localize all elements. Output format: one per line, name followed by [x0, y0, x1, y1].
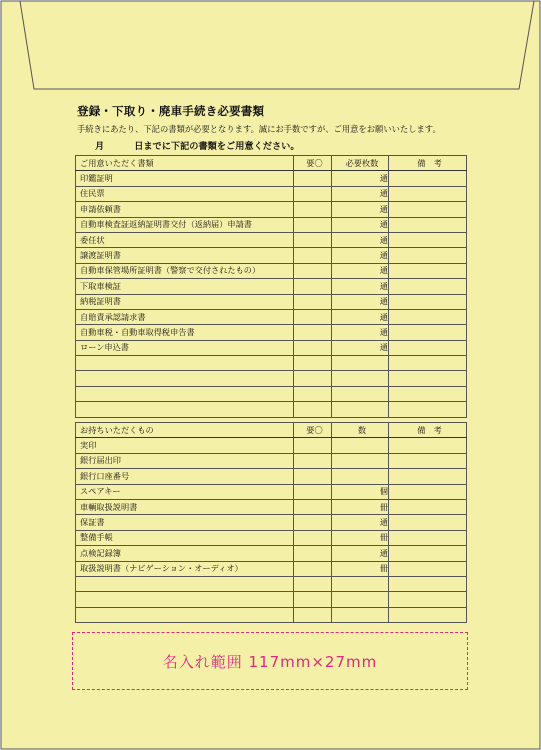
row-remarks[interactable]: [389, 217, 467, 232]
row-quantity-unit: 通: [332, 232, 389, 247]
row-item-name: 自賠責承認請求書: [76, 309, 294, 324]
row-remarks[interactable]: [389, 371, 467, 386]
row-required-check[interactable]: [294, 309, 332, 324]
row-item-name: 整備手帳: [76, 530, 294, 545]
row-remarks[interactable]: [389, 561, 467, 576]
row-remarks[interactable]: [389, 453, 467, 468]
table-row: [76, 202, 467, 217]
table-row: [76, 546, 467, 561]
row-remarks[interactable]: [389, 171, 467, 186]
table-row: [76, 530, 467, 545]
row-item-name: ローン申込書: [76, 340, 294, 355]
row-item-name: 自動車保管場所証明書（警察で交付されたもの）: [76, 263, 294, 278]
row-remarks[interactable]: [389, 279, 467, 294]
row-quantity-unit: 冊: [332, 530, 389, 545]
table-row: [76, 232, 467, 247]
row-item-name: 銀行口座番号: [76, 469, 294, 484]
row-item-name: 納税証明書: [76, 294, 294, 309]
row-required-check[interactable]: [294, 576, 332, 591]
row-item-name: 自動車税・自動車取得税申告書: [76, 325, 294, 340]
row-remarks[interactable]: [389, 515, 467, 530]
header-item: ご用意いただく書類: [76, 156, 294, 171]
row-item-name: 実印: [76, 438, 294, 453]
table-row: [76, 402, 467, 417]
row-remarks[interactable]: [389, 499, 467, 514]
row-remarks[interactable]: [389, 402, 467, 417]
row-quantity-unit: 通: [332, 309, 389, 324]
header-required: 要〇: [294, 156, 332, 171]
document-title: 登録・下取り・廃車手続き必要書類: [77, 104, 265, 118]
row-quantity-unit: 通: [332, 202, 389, 217]
row-required-check[interactable]: [294, 469, 332, 484]
row-required-check[interactable]: [294, 263, 332, 278]
row-required-check[interactable]: [294, 279, 332, 294]
header-required: 要〇: [294, 423, 332, 438]
row-required-check[interactable]: [294, 530, 332, 545]
row-quantity-unit: 通: [332, 515, 389, 530]
row-item-name: [76, 402, 294, 417]
row-required-check[interactable]: [294, 386, 332, 401]
table-row: [76, 607, 467, 622]
document-description: 手続きにあたり、下記の書類が必要となります。誠にお手数ですが、ご用意をお願いいたします。: [77, 124, 441, 134]
row-quantity-unit: [332, 386, 389, 401]
header-quantity: 数: [332, 423, 389, 438]
table-row: [76, 484, 467, 499]
row-quantity-unit: 通: [332, 186, 389, 201]
row-required-check[interactable]: [294, 592, 332, 607]
row-required-check[interactable]: [294, 248, 332, 263]
deadline-month: 月: [95, 141, 105, 152]
row-quantity-unit: 通: [332, 546, 389, 561]
table-row: [76, 279, 467, 294]
table-row: [76, 386, 467, 401]
row-quantity-unit: [332, 469, 389, 484]
table-row: [76, 469, 467, 484]
table-row: [76, 592, 467, 607]
deadline-line: [95, 138, 300, 152]
row-required-check[interactable]: [294, 356, 332, 371]
table-row: [76, 217, 467, 232]
table-row: [76, 515, 467, 530]
row-quantity-unit: 通: [332, 171, 389, 186]
row-required-check[interactable]: [294, 515, 332, 530]
header-quantity: 必要枚数: [332, 156, 389, 171]
row-quantity-unit: [332, 402, 389, 417]
row-item-name: 車輌取扱説明書: [76, 499, 294, 514]
row-quantity-unit: 通: [332, 263, 389, 278]
row-remarks[interactable]: [389, 263, 467, 278]
row-item-name: 委任状: [76, 232, 294, 247]
row-required-check[interactable]: [294, 371, 332, 386]
row-quantity-unit: 通: [332, 325, 389, 340]
row-remarks[interactable]: [389, 356, 467, 371]
row-required-check[interactable]: [294, 607, 332, 622]
row-remarks[interactable]: [389, 592, 467, 607]
row-required-check[interactable]: [294, 232, 332, 247]
table-row: [76, 248, 467, 263]
row-quantity-unit: [332, 453, 389, 468]
table-row: [76, 561, 467, 576]
row-item-name: 銀行届出印: [76, 453, 294, 468]
row-quantity-unit: 冊: [332, 561, 389, 576]
items-to-bring-table: [75, 422, 467, 623]
row-required-check[interactable]: [294, 340, 332, 355]
row-quantity-unit: [332, 576, 389, 591]
row-remarks[interactable]: [389, 202, 467, 217]
header-remarks: 備 考: [389, 423, 467, 438]
row-item-name: 保証書: [76, 515, 294, 530]
row-remarks[interactable]: [389, 386, 467, 401]
row-item-name: 印鑑証明: [76, 171, 294, 186]
row-remarks[interactable]: [389, 186, 467, 201]
row-item-name: 住民票: [76, 186, 294, 201]
table-row: [76, 438, 467, 453]
row-quantity-unit: 個: [332, 484, 389, 499]
row-item-name: [76, 356, 294, 371]
table-row: [76, 371, 467, 386]
row-remarks[interactable]: [389, 325, 467, 340]
row-remarks[interactable]: [389, 530, 467, 545]
row-item-name: 譲渡証明書: [76, 248, 294, 263]
deadline-text: 日までに下記の書類をご用意ください。: [134, 141, 300, 152]
row-quantity-unit: 通: [332, 248, 389, 263]
row-quantity-unit: 通: [332, 340, 389, 355]
row-required-check[interactable]: [294, 402, 332, 417]
row-remarks[interactable]: [389, 294, 467, 309]
row-quantity-unit: [332, 371, 389, 386]
row-quantity-unit: [332, 592, 389, 607]
row-quantity-unit: [332, 607, 389, 622]
row-item-name: [76, 386, 294, 401]
row-quantity-unit: 冊: [332, 499, 389, 514]
table-header-row: [76, 423, 467, 438]
row-required-check[interactable]: [294, 202, 332, 217]
row-item-name: 取扱説明書（ナビゲーション・オーディオ）: [76, 561, 294, 576]
row-required-check[interactable]: [294, 217, 332, 232]
table-row: [76, 340, 467, 355]
table-header-row: [76, 156, 467, 171]
required-documents-table: [75, 155, 467, 418]
table-row: [76, 294, 467, 309]
table-row: [76, 186, 467, 201]
row-quantity-unit: 通: [332, 217, 389, 232]
table-row: [76, 325, 467, 340]
header-remarks: 備 考: [389, 156, 467, 171]
row-item-name: [76, 576, 294, 591]
row-remarks[interactable]: [389, 607, 467, 622]
row-required-check[interactable]: [294, 453, 332, 468]
row-item-name: [76, 371, 294, 386]
row-item-name: 申請依頼書: [76, 202, 294, 217]
table-row: [76, 263, 467, 278]
row-required-check[interactable]: [294, 294, 332, 309]
row-remarks[interactable]: [389, 309, 467, 324]
table-row: [76, 499, 467, 514]
row-remarks[interactable]: [389, 469, 467, 484]
row-item-name: 点検記録簿: [76, 546, 294, 561]
header-item: お持ちいただくもの: [76, 423, 294, 438]
table-row: [76, 171, 467, 186]
row-remarks[interactable]: [389, 546, 467, 561]
table-row: [76, 309, 467, 324]
row-required-check[interactable]: [294, 561, 332, 576]
row-required-check[interactable]: [294, 325, 332, 340]
row-item-name: 下取車検証: [76, 279, 294, 294]
row-quantity-unit: [332, 438, 389, 453]
row-quantity-unit: [332, 356, 389, 371]
row-remarks[interactable]: [389, 232, 467, 247]
name-imprint-label: 名入れ範囲 117mm×27mm: [162, 653, 378, 671]
table-row: [76, 356, 467, 371]
row-remarks[interactable]: [389, 248, 467, 263]
row-required-check[interactable]: [294, 171, 332, 186]
table-row: [76, 453, 467, 468]
row-required-check[interactable]: [294, 438, 332, 453]
row-quantity-unit: 通: [332, 294, 389, 309]
row-required-check[interactable]: [294, 546, 332, 561]
row-remarks[interactable]: [389, 484, 467, 499]
row-required-check[interactable]: [294, 484, 332, 499]
row-required-check[interactable]: [294, 186, 332, 201]
row-item-name: [76, 607, 294, 622]
row-remarks[interactable]: [389, 340, 467, 355]
row-quantity-unit: 通: [332, 279, 389, 294]
row-remarks[interactable]: [389, 438, 467, 453]
row-item-name: [76, 592, 294, 607]
name-imprint-area: [72, 632, 468, 690]
table-row: [76, 576, 467, 591]
row-item-name: 自動車検査証返納証明書交付（返納届）申請書: [76, 217, 294, 232]
row-required-check[interactable]: [294, 499, 332, 514]
row-remarks[interactable]: [389, 576, 467, 591]
row-item-name: スペアキー: [76, 484, 294, 499]
